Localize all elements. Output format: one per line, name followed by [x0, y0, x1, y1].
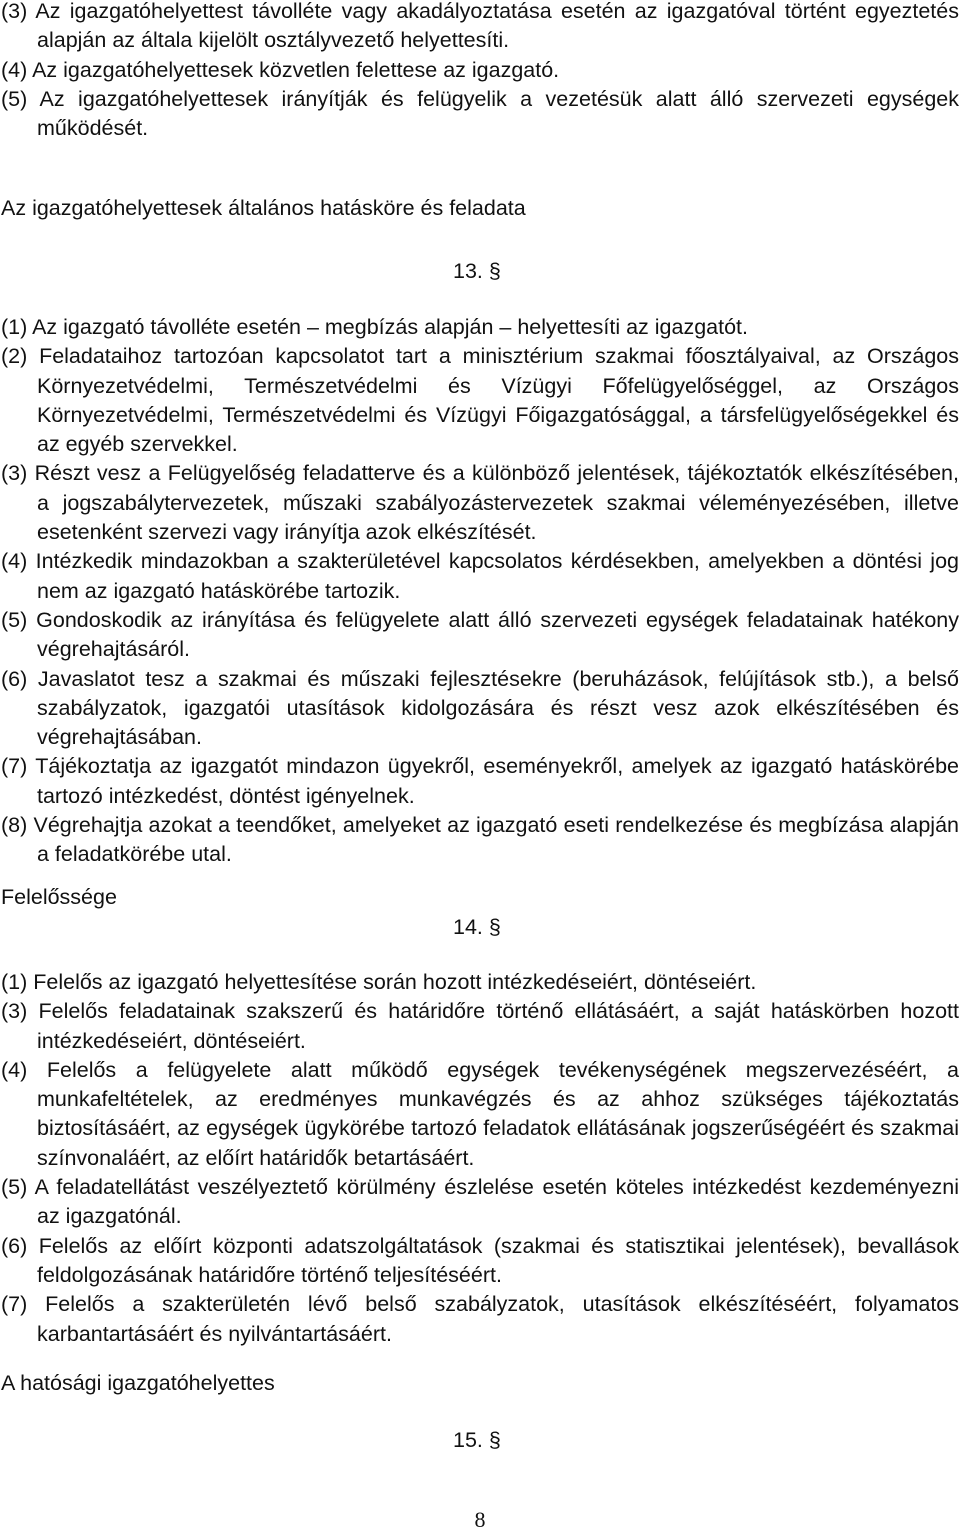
- paragraph: (1) Az igazgató távolléte esetén – megbízás alapján – helyettesíti az igazgatót.: [1, 315, 748, 339]
- paragraph: (7) Tájékoztatja az igazgatót mindazon ügyekről, eseményekről, amelyek az igazgató hatáskörébe tartozó intézkedést, döntést igényelnek.: [1, 754, 959, 808]
- paragraph: (4) Az igazgatóhelyettesek közvetlen felettese az igazgató.: [1, 57, 560, 82]
- section-number: 13. §: [453, 259, 501, 283]
- section-heading: Az igazgatóhelyettesek általános hatásköre és feladata: [1, 196, 526, 220]
- paragraph: (6) Javaslatot tesz a szakmai és műszaki fejlesztésekre (beruházások, felújítások stb.), a belső szabályzatok, igazgatói utasítások kidolgozására és részt vesz azok elkészítésében és végrehajtásában.: [1, 666, 959, 750]
- paragraph: (5) A feladatellátást veszélyeztető körülmény észlelése esetén köteles intézkedést kezdeményezni az igazgatónál.: [1, 1175, 959, 1229]
- paragraph: (4) Felelős a felügyelete alatt működő egységek tevékenységének megszervezéséért, a munkafeltételek, az eredményes munkavégzés és az ahhoz szükséges tájékoztatás biztosításáért, az egységek ügykörébe tartozó feladatok ellátásának jogszerűségéért és szakmai színvonaláért, az előírt határidők betartásáért.: [1, 1057, 959, 1170]
- section-number: 14. §: [453, 915, 501, 939]
- page-number: 8: [474, 1507, 486, 1532]
- paragraph: (2) Feladataihoz tartozóan kapcsolatot tart a minisztérium szakmai főosztályaival, az Országos Környezetvédelmi, Természetvédelmi és Vízügyi Főfelügyelőséggel, az Országos Környezetvédelmi, Természetvédelmi és Vízügyi Főigazgatósággal, a társfelügyelőségekkel és az egyéb szervekkel.: [1, 344, 959, 457]
- paragraph: (6) Felelős az előírt központi adatszolgáltatások (szakmai és statisztikai jelentések), bevallások feldolgozásának határidőre történő teljesítéséért.: [1, 1233, 959, 1287]
- paragraph: (5) Az igazgatóhelyettesek irányítják és felügyelik a vezetésük alatt álló szervezeti egységek működését.: [1, 86, 959, 141]
- paragraph: (5) Gondoskodik az irányítása és felügyelete alatt álló szervezeti egységek feladatainak hatékony végrehajtásáról.: [1, 607, 959, 662]
- section-number: 15. §: [453, 1428, 501, 1452]
- paragraph: (3) Részt vesz a Felügyelőség feladatterve és a különböző jelentések, tájékoztatók elkészítésében, a jogszabálytervezetek, műszaki szabályozástervezetek szakmai véleményezésében, illetve esetenként szervezi vagy irányítja azok elkészítését.: [1, 461, 959, 545]
- paragraph: (4) Intézkedik mindazokban a szakterületével kapcsolatos kérdésekben, amelyekben a döntési jog nem az igazgató hatáskörébe tartozik.: [1, 549, 959, 603]
- intro-paragraphs: [1, 0, 959, 143]
- paragraph: (8) Végrehajtja azokat a teendőket, amelyeket az igazgató eseti rendelkezése és megbízása alapján a feladatkörébe utal.: [1, 813, 959, 867]
- paragraph: (7) Felelős a szakterületén lévő belső szabályzatok, utasítások elkészítéséért, folyamatos karbantartásáért és nyilvántartásáért.: [1, 1292, 959, 1346]
- paragraph: (3) Az igazgatóhelyettest távolléte vagy akadályoztatása esetén az igazgatóval történt egyeztetés alapján az általa kijelölt osztályvezető helyettesíti.: [1, 0, 959, 53]
- paragraph: (1) Felelős az igazgató helyettesítése során hozott intézkedéseiért, döntéseiért.: [1, 970, 757, 994]
- section-13-paragraphs: [1, 313, 959, 870]
- section-heading: A hatósági igazgatóhelyettes: [1, 1371, 275, 1395]
- section-heading: Felelőssége: [1, 885, 117, 909]
- paragraph: (3) Felelős feladatainak szakszerű és határidőre történő ellátásáért, a saját hatáskörben hozott intézkedéseiért, döntéseiért.: [1, 999, 959, 1053]
- section-14-paragraphs: [1, 968, 959, 1349]
